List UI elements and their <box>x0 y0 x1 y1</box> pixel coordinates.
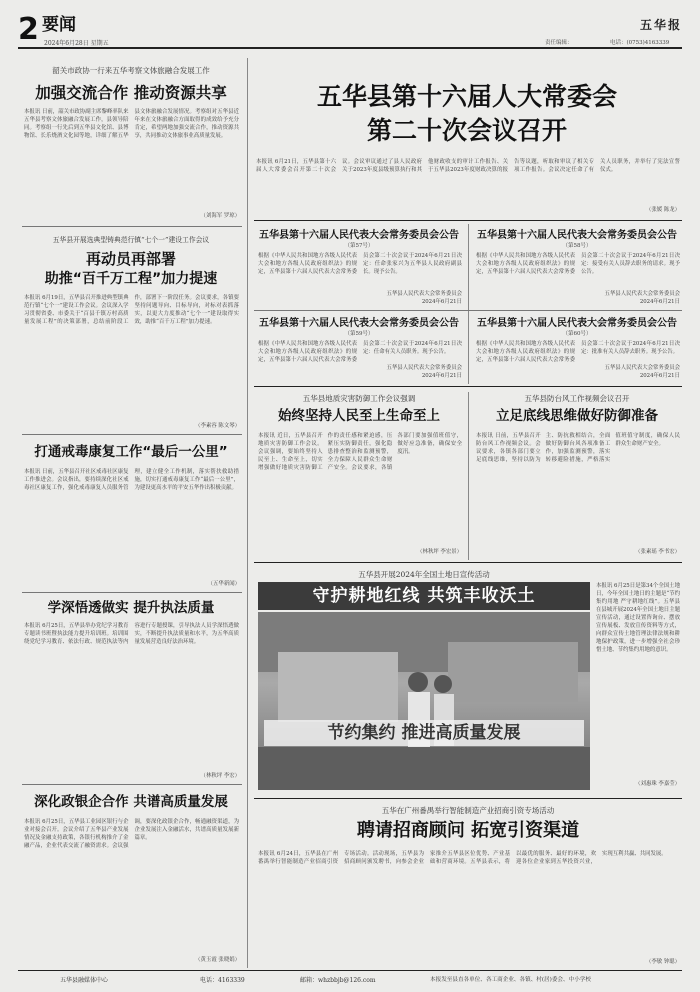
column-rule <box>247 58 248 968</box>
article-headline: 学深悟透做实 提升执法质量 <box>47 600 215 616</box>
article-body: 本报讯 日前，五华县召开社区戒毒社区康复工作推进会。会议指出，要持续深化社区戒毒社区康复工作，强化戒毒康复人员服务管理，建立健全工作机制，落实帮扶救助措施，切实打通戒毒康复工作“最后一公里”，为建设更高水平的平安五华作出积极贡献。 <box>24 469 239 491</box>
divider <box>22 592 242 593</box>
footer-email: 邮箱：whzbbjb@126.com <box>300 977 376 984</box>
notice-title: 五华县第十六届人民代表大会常务委员会公告 <box>477 230 677 241</box>
notice-date: 2024年6月21日 <box>639 299 680 305</box>
article-body: 本报讯 6月25日是第34个全国土地日，今年全国土地日的主题是“节约集约用地 严守耕地红线”。五华县在县城开展2024年全国土地日主题宣传活动，通过设置咨询台、摆放宣传展板、发放宣传资料等方式，向群众宣传土地管理法律法规和耕地保护政策，进一步增强全社会珍惜土地、节约集约用地的意识。 <box>596 583 680 653</box>
notice-title: 五华县第十六届人民代表大会常务委员会公告 <box>259 230 459 241</box>
article-byline: （李素容 陈文琴） <box>195 423 240 429</box>
notice-body: 根据《中华人民共和国地方各级人民代表大会和地方各级人民政府组织法》的规定，五华县第十六届人民代表大会常务委员会第二十次会议于2024年6月21日决定：接受有关人员辞去职务的请求。现予公告。 <box>476 253 680 275</box>
divider <box>254 562 682 563</box>
top-story-headline: 五华县第十六届人大常委会 <box>316 82 617 111</box>
paper-name: 五华报 <box>639 18 682 32</box>
article-kicker: 五华县开展选典型铸典范行镇“七个一”建设工作会议 <box>52 236 210 244</box>
article-byline: （黄玉霞 张晓娟） <box>195 957 240 963</box>
article-body: 本报讯 日前，五华县召开防台风工作视频会议。会议要求，各镇各部门要立足底线思维，坚持以防为主、防抗救相结合，全面做好防御台风各项准备工作，加强监测预警，落实转移避险措施，严格落实值班值守制度，确保人民群众生命财产安全。 <box>476 433 680 463</box>
notice-number: （第59号） <box>344 331 374 337</box>
article-kicker: 五华县开展2024年全国土地日宣传活动 <box>358 570 490 579</box>
event-photo-illustration <box>258 612 590 790</box>
footer-org: 五华县融媒体中心 <box>60 977 109 984</box>
article-byline: （张素瑶 李书宏） <box>635 549 680 555</box>
article-byline: （刘惠珠 李嘉莹） <box>635 781 680 787</box>
footer-phone: 电话：4163339 <box>200 977 245 984</box>
notice-number: （第60号） <box>562 331 592 337</box>
article-byline: （刘海军 罗琼） <box>200 213 240 219</box>
article-body: 本报讯 6月25日，五华县工业园区银行与企业对接会召开。会议介绍了五华县产业发展情况及金融支持政策，各银行机构推介了金融产品，企业代表交流了融资需求。会议强调，要深化政银企合作，畅通融资渠道，为企业发展注入金融活水，共谱高质量发展新篇章。 <box>24 819 239 849</box>
article-kicker: 韶关市政协一行来五华考察文体旅融合发展工作 <box>52 66 210 75</box>
top-story-byline: （张媛 陈龙） <box>645 207 680 213</box>
notice-title: 五华县第十六届人民代表大会常务委员会公告 <box>259 318 459 329</box>
notice-date: 2024年6月21日 <box>639 373 680 379</box>
article-headline: 聘请招商顾问 拓宽引资渠道 <box>356 820 580 841</box>
article-kicker: 五华县地质灾害防御工作会议强调 <box>302 394 416 403</box>
masthead-rule <box>18 47 682 49</box>
divider <box>254 798 682 799</box>
article-headline: 立足底线思维做好防御准备 <box>496 408 658 424</box>
article-headline: 深化政银企合作 共谱高质量发展 <box>34 794 228 810</box>
top-story-body: 本报讯 6月21日，五华县第十六届人大常委会召开第二十次会议。会议审议通过了县人民政府关于2023年度县级预算执行和其他财政收支的审计工作报告、关于五华县2023年度财政决算的报告等议题，听取和审议了相关专项工作报告。会议决定任命了有关人员职务，并举行了宪法宣誓仪式。 <box>256 159 680 173</box>
footer-distribution: 本报发至县直各单位、各工商企业、各镇、村(居)委会、中小学校 <box>430 977 591 983</box>
column-rule <box>468 392 469 560</box>
article-headline: 加强交流合作 推动资源共享 <box>35 84 227 102</box>
page-number: 2 <box>18 12 39 47</box>
article-body: 本报讯 日前，韶关市政协副主席黎峰率队来五华县考察文体旅融合发展工作，县领导陪同。考察组一行先后到五华县文化馆、县博物馆、长乐烧酒文化园等地，详细了解五华县文体旅融合发展情况。考察组对五华县近年来在文体旅融合方面取得的成效给予充分肯定，希望两地加强交流合作，推动资源共享，共同推动文体旅事业高质量发展。 <box>24 109 239 139</box>
article-headline: 再动员再部署 <box>85 250 176 268</box>
date-line: 2024年6月28日 星期五 <box>44 40 109 47</box>
footer-rule <box>18 970 682 971</box>
article-headline: 助推“百千万工程”加力提速 <box>44 271 218 287</box>
article-body: 本报讯 6月25日，五华县举办党纪学习教育专题读书班暨执法能力提升培训班。培训围绕党纪学习教育、依法行政、规范执法等内容进行专题授课，引导执法人员学深悟透做实，不断提升执法质量和水平，为五华高质量发展营造良好法治环境。 <box>24 623 239 645</box>
notice-signature: 五华县人民代表大会常务委员会 <box>386 291 462 297</box>
notice-body: 根据《中华人民共和国地方各级人民代表大会和地方各级人民政府组织法》的规定，五华县第十六届人民代表大会常务委员会第二十次会议于2024年6月21日决定：批准有关人员辞去职务。现予公告。 <box>476 341 680 363</box>
notice-body: 根据《中华人民共和国地方各级人民代表大会和地方各级人民政府组织法》的规定，五华县第十六届人民代表大会常务委员会第二十次会议于2024年6月21日决定：任命有关人员职务。现予公告。 <box>258 341 462 363</box>
divider <box>254 386 682 387</box>
top-story-headline: 第二十次会议召开 <box>366 116 567 145</box>
article-byline: （林秋坪 李宏景） <box>417 549 462 555</box>
notice-signature: 五华县人民代表大会常务委员会 <box>604 291 680 297</box>
notice-date: 2024年6月21日 <box>421 299 462 305</box>
editor-line: 责任编辑： <box>545 40 573 46</box>
notice-title: 五华县第十六届人民代表大会常务委员会公告 <box>477 318 677 329</box>
article-byline: （林秋坪 李宏） <box>200 773 240 779</box>
phone-line: 电话：(0753)4163339 <box>610 40 670 46</box>
photo-caption-board: 节约集约 推进高质量发展 <box>264 720 584 746</box>
notice-signature: 五华县人民代表大会常务委员会 <box>604 365 680 371</box>
divider <box>22 226 242 227</box>
notice-body: 根据《中华人民共和国地方各级人民代表大会和地方各级人民政府组织法》的规定，五华县第十六届人民代表大会常务委员会第二十次会议于2024年6月21日决定：任命张家兴为五华县人民政府副县长。现予公告。 <box>258 253 462 275</box>
divider <box>22 784 242 785</box>
divider <box>22 434 242 435</box>
section-title: 要闻 <box>42 15 76 35</box>
article-kicker: 五华县防台风工作视频会议召开 <box>524 394 630 403</box>
notice-date: 2024年6月21日 <box>421 373 462 379</box>
event-photo <box>258 612 590 790</box>
article-kicker: 五华在广州番禺举行智能制造产业招商引资专场活动 <box>381 806 555 815</box>
article-body: 本报讯 6月19日，五华县召开推进典型镇典范行镇“七个一”建设工作会议。会议深入学习贯彻省委、市委关于“百县千镇万村高质量发展工程”的决策部署，总结前阶段工作，部署下一阶段任务。会议要求，各镇要坚持问题导向、目标导向，对标对表抓落实，以更大力度推动“七个一”建设取得实效，助推“百千万工程”加力提速。 <box>24 295 239 325</box>
article-byline: （五华新闻） <box>207 581 240 587</box>
column-rule <box>468 224 469 384</box>
divider <box>254 220 682 221</box>
article-headline: 打通戒毒康复工作“最后一公里” <box>34 444 228 460</box>
article-body: 本报讯 6月24日，五华县在广州番禺举行智能制造产业招商引资专场活动。活动现场，五华县为招商顾问颁发聘书，向参会企业家推介五华县区位优势、产业基础和营商环境。五华县表示，将以最优的服务、最好的环境，欢迎各位企业家到五华投资兴业，实现互利共赢、共同发展。 <box>258 851 667 865</box>
article-body: 本报讯 近日，五华县召开地质灾害防御工作会议。会议强调，要始终坚持人民至上、生命至上，切实增强做好地质灾害防御工作的责任感和紧迫感，压紧压实防御责任，强化隐患排查整治和监测预警，全力保障人民群众生命财产安全。会议要求，各镇各部门要加强值班值守，做好应急准备，确保安全度汛。 <box>258 433 462 471</box>
article-headline: 始终坚持人民至上生命至上 <box>278 408 440 424</box>
notice-number: （第58号） <box>562 243 592 249</box>
notice-number: （第57号） <box>344 243 374 249</box>
divider <box>254 310 682 311</box>
notice-signature: 五华县人民代表大会常务委员会 <box>386 365 462 371</box>
land-day-banner: 守护耕地红线 共筑丰收沃土 <box>258 582 590 610</box>
article-byline: （李敏 钟聪） <box>645 959 680 965</box>
